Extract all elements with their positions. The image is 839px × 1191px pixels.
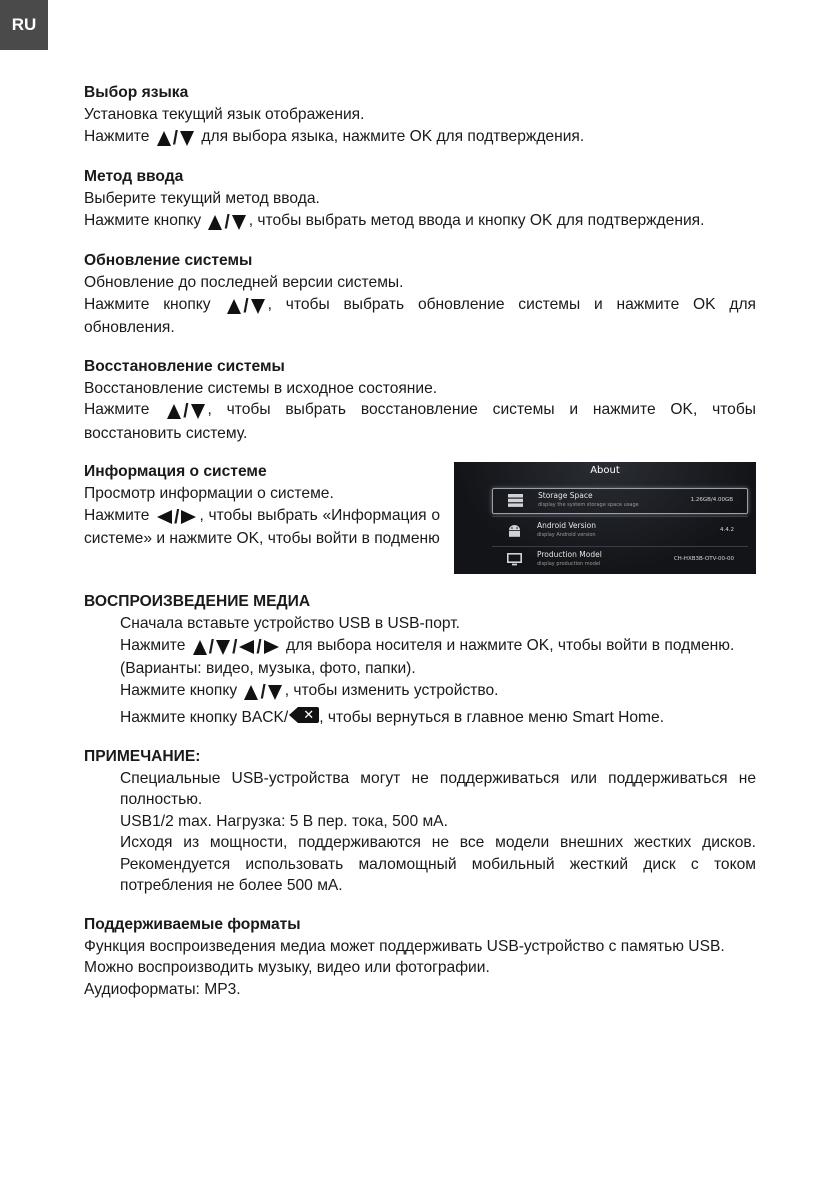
section-title: Информация о системе [84,463,267,480]
section-text: Исходя из мощности, поддерживаются не все модели внешних жестких дисков. Рекомендуется использовать маломощный мобильный жесткий диск с током потребления не более 500 мА. [120,834,756,894]
section-title: Выбор языка [84,84,189,101]
arrow-up-icon [193,640,207,655]
direction-arrows-icon: / / / [193,637,279,659]
divider [492,546,748,547]
about-row-desc: display Android version [537,532,596,538]
arrow-up-icon [157,131,171,146]
storage-icon [508,494,523,507]
arrow-up-icon [227,299,241,314]
about-row-model [492,548,748,572]
section-instruction: Нажмите / , чтобы выбрать «Информация о системе» и нажмите OK, чтобы войти в подменю [84,506,441,547]
up-down-arrows-icon: / [157,128,194,150]
about-row-name: Android Version [537,521,596,530]
about-row-desc: display the system storage space usage [538,502,639,508]
section-title: ПРИМЕЧАНИЕ: [84,747,201,765]
manual-content [84,82,756,1017]
section-instruction: Нажмите / для выбора языка, нажмите OK для подтверждения. [84,127,585,149]
section-media-playback [84,591,756,729]
arrow-right-icon [264,640,279,654]
section-text: Сначала вставьте устройство USB в USB-порт. [120,615,460,632]
about-row-android [492,519,748,543]
section-system-restore [84,356,756,445]
section-note [84,746,756,897]
about-row-value: 1.26GB/4.00GB [690,497,733,503]
arrow-down-icon [180,131,194,146]
section-title: Метод ввода [84,168,184,185]
arrow-down-icon [232,215,246,230]
section-title: Восстановление системы [84,357,285,375]
system-info-text [84,461,440,550]
section-instruction: Нажмите / , чтобы выбрать восстановление системы и нажмите OK, чтобы восстановить систему. [84,401,756,442]
arrow-down-icon [268,685,282,700]
arrow-down-icon [216,640,230,655]
arrow-down-icon [251,299,265,314]
about-row-name: Production Model [537,550,602,559]
section-text: Можно воспроизводить музыку, видео или фотографии. [84,959,490,976]
up-down-arrows-icon: / [227,296,264,318]
arrow-up-icon [167,404,181,419]
section-text: Специальные USB-устройства могут не поддерживаться или поддерживаться не полностью. [120,769,756,808]
section-formats [84,914,756,1001]
left-right-arrows-icon: / [157,507,196,529]
section-text: Установка текущий язык отображения. [84,106,365,123]
section-text: USB1/2 max. Нагрузка: 5 В пер. тока, 500 мА. [120,812,448,830]
section-instruction: Нажмите / / / для выбора носителя и нажмите OK, чтобы войти в подменю. [120,636,735,658]
section-text: Функция воспроизведения медиа может поддерживать USB-устройство с памятью USB. [84,937,725,955]
about-row-desc: display production model [537,561,601,567]
back-delete-icon: ✕ [289,707,319,723]
section-text: Восстановление системы в исходное состояние. [84,379,438,397]
section-text: Обновление до последней версии системы. [84,274,404,291]
section-instruction: Нажмите кнопку / , чтобы изменить устройство. [120,681,499,703]
up-down-arrows-icon: / [244,682,281,704]
section-instruction: Нажмите кнопку BACK/ ✕ , чтобы вернуться в главное меню Smart Home. [120,707,665,726]
arrow-left-icon [157,510,172,524]
about-screen-figure [454,462,756,574]
section-instruction: Нажмите кнопку / , чтобы выбрать обновление системы и нажмите OK для обновления. [84,295,756,336]
section-title: ВОСПРОИЗВЕДЕНИЕ МЕДИА [84,593,311,610]
android-icon [507,524,522,537]
section-text: Просмотр информации о системе. [84,485,334,502]
section-text: (Варианты: видео, музыка, фото, папки). [120,660,416,677]
divider [492,516,748,517]
section-system-update [84,250,756,339]
about-row-storage [492,488,748,514]
about-row-value: CH-HXB3B-OTV-00-00 [673,556,734,562]
arrow-left-icon [239,640,254,654]
about-row-name: Storage Space [538,491,593,500]
section-system-info [84,461,756,574]
up-down-arrows-icon: / [167,401,204,423]
about-row-value: 4.4.2 [720,527,734,533]
section-title: Обновление системы [84,252,253,269]
section-title: Поддерживаемые форматы [84,915,301,933]
about-title: About [590,465,620,476]
section-instruction: Нажмите кнопку / , чтобы выбрать метод ввода и кнопку OK для подтверждения. [84,211,705,233]
section-text: Аудиоформаты: MP3. [84,980,241,998]
arrow-up-icon [244,685,258,700]
up-down-arrows-icon: / [208,212,245,234]
section-text: Выберите текущий метод ввода. [84,190,320,207]
arrow-up-icon [208,215,222,230]
section-input-method [84,166,756,233]
section-language [84,82,756,149]
language-tab: RU [0,0,48,50]
arrow-down-icon [191,404,205,419]
monitor-icon [507,553,522,566]
arrow-right-icon [181,510,196,524]
